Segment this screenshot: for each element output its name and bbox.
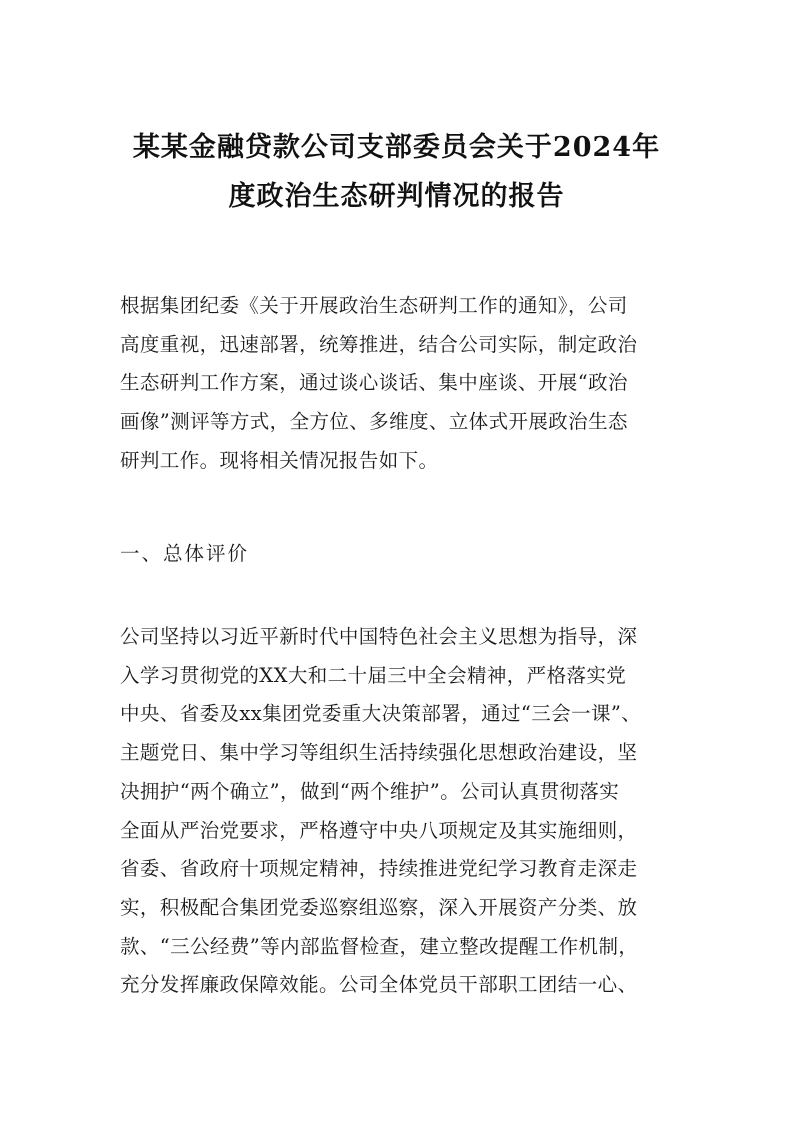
text-line: 入学习贯彻党的XX大和二十届三中全会精神，严格落实党 xyxy=(120,663,627,687)
text-line: 高度重视，迅速部署，统筹推进，结合公司实际，制定政治 xyxy=(120,332,638,356)
title-line: 某某金融贷款公司支部委员会关于2024年 xyxy=(132,132,661,163)
section-heading: 一、总体评价 xyxy=(120,542,250,565)
text-line: 款、“三公经费”等内部监督检查，建立整改提醒工作机制， xyxy=(120,934,639,958)
text-line: 实，积极配合集团党委巡察组巡察，深入开展资产分类、放 xyxy=(120,895,638,919)
text-line: 根据集团纪委《关于开展政治生态研判工作的通知》，公司 xyxy=(120,294,628,317)
section-paragraph xyxy=(120,618,680,1005)
text-line: 主题党日、集中学习等组织生活持续强化思想政治建设，坚 xyxy=(120,741,638,765)
text-line: 全面从严治党要求，严格遵守中央八项规定及其实施细则， xyxy=(120,818,638,842)
text-line: 生态研判工作方案，通过谈心谈话、集中座谈、开展“政治 xyxy=(120,371,628,395)
text-line: 研判工作。现将相关情况报告如下。 xyxy=(120,448,439,472)
text-line: 画像”测评等方式，全方位、多维度、立体式开展政治生态 xyxy=(120,410,628,434)
text-line: 省委、省政府十项规定精神，持续推进党纪学习教育走深走 xyxy=(120,857,638,881)
text-line: 公司坚持以习近平新时代中国特色社会主义思想为指导，深 xyxy=(120,625,638,648)
text-line: 中央、省委及xx集团党委重大决策部署，通过“三会一课”、 xyxy=(120,702,642,726)
text-line: 决拥护“两个确立”，做到“两个维护”。公司认真贯彻落实 xyxy=(120,779,620,803)
text-line: 充分发挥廉政保障效能。公司全体党员干部职工团结一心、 xyxy=(120,973,638,997)
intro-paragraph xyxy=(120,287,680,481)
title-line: 度政治生态研判情况的报告 xyxy=(228,181,565,212)
document-title xyxy=(120,123,673,221)
